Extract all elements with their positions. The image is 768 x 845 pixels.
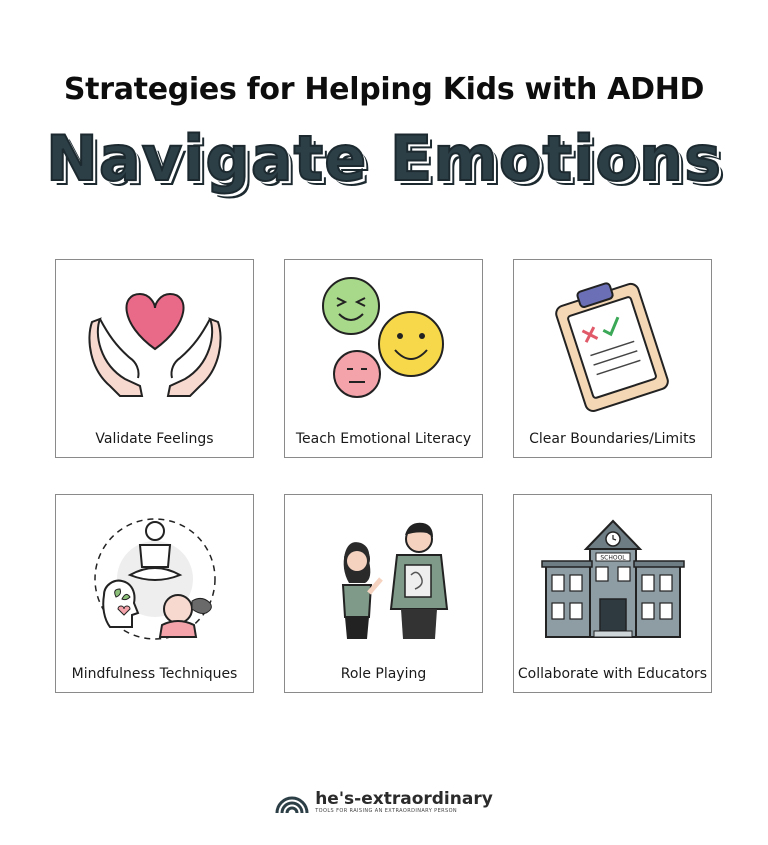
emotion-faces-icon — [309, 274, 459, 414]
card-label: Teach Emotional Literacy — [295, 431, 472, 447]
card-label: Clear Boundaries/Limits — [529, 431, 696, 447]
subtitle: Strategies for Helping Kids with ADHD — [63, 72, 705, 107]
school-sign: SCHOOL — [600, 554, 626, 562]
card-teach-emotional-literacy — [284, 259, 483, 458]
card-label: Role Playing — [340, 666, 427, 682]
meditation-mindfulness-icon — [80, 509, 230, 649]
card-mindfulness — [55, 494, 254, 693]
card-role-playing — [284, 494, 483, 693]
footer-brand — [0, 790, 768, 815]
card-validate-feelings — [55, 259, 254, 458]
brand-tagline: TOOLS FOR RAISING AN EXTRAORDINARY PERSON — [315, 808, 458, 814]
card-clear-boundaries — [513, 259, 712, 458]
page-title: Navigate Emotions — [46, 122, 722, 195]
brand-name: he's-extraordinary — [315, 789, 493, 809]
card-label: Collaborate with Educators — [517, 666, 708, 682]
card-collaborate-educators — [513, 494, 712, 693]
clipboard-checklist-icon — [538, 274, 688, 414]
card-label: Validate Feelings — [95, 431, 214, 447]
heart-hands-icon — [80, 274, 230, 414]
role-play-people-icon — [309, 509, 459, 649]
card-label: Mindfulness Techniques — [71, 666, 238, 682]
rainbow-logo-icon — [275, 792, 309, 814]
school-building-icon — [538, 509, 688, 649]
